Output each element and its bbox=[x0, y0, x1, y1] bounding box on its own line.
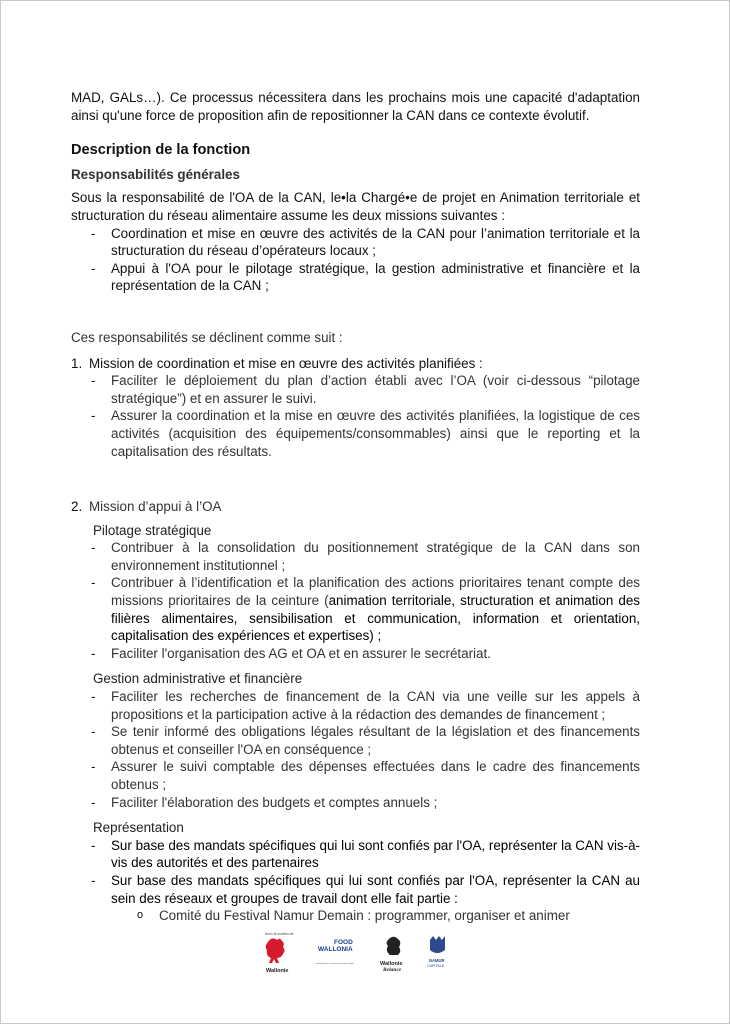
wallonie-logo bbox=[265, 932, 294, 974]
pilotage-item-2-part2: animation territoriale, structuration et animation des filières alimentaires, sensibilisation et communication, information et orientation, capitalisation des expériences et expertises) ; bbox=[111, 593, 640, 644]
list-item bbox=[71, 794, 640, 812]
mission-summary-1: Coordination et mise en œuvre des activités de la CAN pour l’animation territoriale et la structuration du réseau d’opérateurs locaux ; bbox=[111, 225, 640, 259]
list-item bbox=[71, 688, 640, 723]
rooster-relance-icon bbox=[387, 937, 401, 955]
gestion-title: Gestion administrative et financière bbox=[93, 671, 303, 687]
bullet-dash: - bbox=[91, 408, 96, 424]
circle-bullet: o bbox=[137, 909, 144, 922]
wallonia-text: WALLONIA bbox=[318, 946, 353, 953]
gestion-item-3: Assurer le suivi comptable des dépenses effectuées dans le cadre des financements obtenus ; bbox=[111, 759, 640, 792]
list-item bbox=[71, 872, 640, 907]
document-page bbox=[71, 89, 640, 925]
mission1-title: Mission de coordination et mise en œuvre des activités planifiées : bbox=[89, 355, 483, 371]
pilotage-item-1: Contribuer à la consolidation du positionnement stratégique de la CAN dans son environnement institutionnel ; bbox=[111, 540, 640, 573]
mission2-number: 2. bbox=[71, 499, 83, 515]
responsabilites-title: Responsabilités générales bbox=[71, 166, 240, 182]
food-tagline: Ensemble pour un système alimentaire durable bbox=[316, 963, 354, 965]
representation-sub-item: Comité du Festival Namur Demain : programmer, organiser et animer bbox=[159, 908, 570, 924]
list-item bbox=[71, 407, 640, 460]
gestion-item-4: Faciliter l'élaboration des budgets et comptes annuels ; bbox=[111, 794, 438, 810]
mission2-title: Mission d’appui à l’OA bbox=[89, 499, 222, 515]
section-title: Description de la fonction bbox=[71, 142, 251, 159]
bullet-dash: - bbox=[91, 260, 96, 276]
mission1-item-1: Faciliter le déploiement du plan d’action établi avec l’OA (voir ci-dessous “pilotage stratégique”) et en assurer le suivi. bbox=[111, 373, 640, 406]
mission1-heading bbox=[71, 355, 640, 373]
pilotage-title: Pilotage stratégique bbox=[93, 522, 212, 538]
wallonie-small-text: Avec le soutien de bbox=[265, 932, 294, 936]
pilotage-item-3: Faciliter l'organisation des AG et OA et en assurer le secrétariat. bbox=[111, 645, 491, 661]
wallonie-text: Wallonie bbox=[266, 968, 289, 974]
pilotage-item-2-part1: Contribuer à l’identification et la planification des actions prioritaires tenant compte des missions prioritaires de la ceinture ( bbox=[111, 575, 640, 609]
bullet-dash: - bbox=[91, 724, 96, 740]
bullet-dash: - bbox=[91, 225, 96, 241]
list-item bbox=[71, 372, 640, 407]
bullet-dash: - bbox=[91, 645, 96, 661]
namur-text: NAMUR bbox=[429, 958, 445, 963]
partner-logos bbox=[262, 928, 462, 978]
bullet-dash: - bbox=[91, 872, 96, 888]
representation-item-1: Sur base des mandats spécifiques qui lui sont confiés par l'OA, représenter la CAN vis-à-vis des autorités et des partenaires bbox=[111, 837, 640, 871]
list-item bbox=[71, 837, 640, 872]
list-item bbox=[137, 907, 640, 925]
bullet-dash: - bbox=[91, 540, 96, 556]
namur-capitale-logo bbox=[427, 936, 445, 968]
list-item bbox=[71, 260, 640, 295]
list-item bbox=[71, 723, 640, 758]
pilotage-item-2 bbox=[111, 574, 640, 644]
mission2-heading bbox=[71, 498, 640, 516]
food-text: FOOD bbox=[334, 939, 353, 946]
bullet-dash: - bbox=[91, 373, 96, 389]
list-item bbox=[71, 539, 640, 574]
list-item bbox=[71, 758, 640, 793]
relance-text-2: Relance bbox=[383, 967, 402, 973]
bullet-dash: - bbox=[91, 575, 96, 591]
bullet-dash: - bbox=[91, 689, 96, 705]
list-item bbox=[71, 645, 640, 663]
rooster-icon bbox=[266, 938, 285, 963]
responsabilites-intro: Sous la responsabilité de l'OA de la CAN, le•la Chargé•e de projet en Animation territoriale et structuration du réseau alimentaire assume les deux missions suivantes : bbox=[71, 190, 640, 223]
bullet-dash: - bbox=[91, 759, 96, 775]
gestion-item-1: Faciliter les recherches de financement de la CAN via une veille sur les appels à propositions et la participation active à la rédaction des demandes de financement ; bbox=[111, 689, 640, 722]
representation-item-2: Sur base des mandats spécifiques qui lui sont confiés par l'OA, représenter la CAN au sein des réseaux et groupes de travail dont elle fait partie : bbox=[111, 872, 640, 906]
mission1-item-2: Assurer la coordination et la mise en œuvre des activités planifiées, la logistique de ces activités (acquisition des équipements/consommables) ainsi que le reporting et la capitalisation des résultats. bbox=[111, 408, 640, 459]
wallonie-relance-logo bbox=[380, 937, 402, 973]
mission-summary-2: Appui à l'OA pour le pilotage stratégique, la gestion administrative et financière et la représentation de la CAN ; bbox=[111, 260, 640, 294]
capitale-text: CAPITALE bbox=[427, 964, 445, 968]
relance-text-1: Wallonie bbox=[380, 961, 403, 967]
bullet-dash: - bbox=[91, 794, 96, 810]
gestion-item-2: Se tenir informé des obligations légales résultant de la législation et des financements obtenus et conseiller l'OA en conséquence ; bbox=[111, 724, 640, 757]
list-item bbox=[71, 574, 640, 644]
representation-title: Représentation bbox=[93, 820, 184, 836]
declinaison-text: Ces responsabilités se déclinent comme suit : bbox=[71, 329, 343, 345]
mission1-number: 1. bbox=[71, 355, 83, 371]
food-wallonia-logo bbox=[316, 939, 354, 965]
namur-crest-icon bbox=[430, 936, 445, 953]
list-item bbox=[71, 225, 640, 260]
bullet-dash: - bbox=[91, 837, 96, 853]
intro-paragraph: MAD, GALs…). Ce processus nécessitera dans les prochains mois une capacité d'adaptation ainsi qu'une force de proposition afin de repositionner la CAN dans ce contexte évolutif. bbox=[71, 90, 640, 123]
